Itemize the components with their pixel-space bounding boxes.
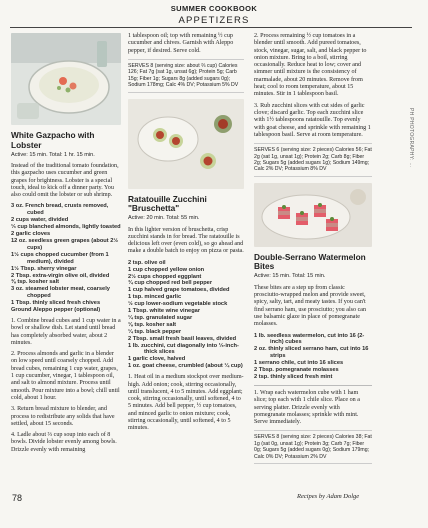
gazpacho-time: Active: 15 min. Total: 1 hr. 15 min.	[11, 151, 95, 158]
section-title: APPETIZERS	[178, 15, 250, 26]
bruschetta-step-3: 3. Rub zucchini slices with cut sides of garlic clove; discard garlic. Top each zucchini slice with 1½ tablespoons ratatouille. Top evenly with goat cheese, and sprinkle with remaining 1 tablespoon basil. Serve at room temperature.	[254, 102, 371, 138]
ingredient: 2 oz. thinly sliced serrano ham, cut into 16 strips	[254, 346, 369, 360]
ingredient: 1 Tbsp. thinly sliced fresh chives	[11, 300, 101, 307]
gazpacho-ingredients	[11, 203, 121, 314]
gazpacho-title: White Gazpacho with Lobster	[11, 130, 95, 150]
ingredient: 2 Tbsp. small fresh basil leaves, divided	[128, 335, 237, 342]
gazpacho-step-4: 4. Ladle about ⅔ cup soup into each of 8 bowls. Divide lobster evenly among bowls. Drizzle evenly with remaining	[11, 432, 117, 453]
ingredient: ⅜ tsp. kosher salt	[11, 279, 60, 286]
column-2	[128, 33, 244, 437]
bruschetta-title: Ratatouille Zucchini "Bruschetta"	[128, 193, 207, 214]
ingredient: 2 tsp. olive oil	[128, 259, 166, 266]
ingredient: 1 oz. goat cheese, crumbled (about ¼ cup)	[128, 363, 243, 370]
ingredient: 1½ cups chopped cucumber (from 1 medium), divided	[11, 251, 109, 265]
cookbook-kicker: SUMMER COOKBOOK	[170, 4, 258, 13]
ingredient: 2 cups water, divided	[11, 217, 69, 224]
ingredient: ½ cup lower-sodium vegetable stock	[128, 301, 228, 308]
bruschetta-photo	[128, 99, 244, 189]
ingredient: 2 Tbsp. extra-virgin olive oil, divided	[11, 272, 110, 279]
watermelon-photo	[254, 183, 372, 247]
gazpacho-step-2: 2. Process almonds and garlic in a blender on low speed until coarsely chopped. Add bread cubes, remaining 1 cup water, grapes, 1 cup cucumber, vinegar, 1 tablespoon oil, and salt to almond mixture. Process until smooth. Pour mixture into a bowl; chill until cold, about 1 hour.	[11, 351, 120, 401]
watermelon-step-1: 1. Wrap each watermelon cube with 1 ham slice; top each with 1 chile slice. Place on a serving platter. Drizzle evenly with pomegranate molasses; sprinkle with mint. Serve immediately.	[254, 389, 360, 426]
margin-note: PH PHOTOGRAPHY: ...	[408, 108, 414, 168]
bruschetta-nutrition: SERVES 6 (serving size: 2 pieces) Calories 56; Fat 2g (sat 1g, unsat 1g); Protein 2g; Carb 8g; Fiber 2g; Sugars 5g (added sugars 1g); Sodium 149mg; Calc 2% DV; Potassium 8% DV	[254, 143, 372, 177]
page-header	[0, 4, 428, 26]
ingredient: 1 serrano chile, cut into 16 slices	[254, 360, 344, 367]
watermelon-nutrition: SERVES 8 (serving size: 2 pieces) Calories 38; Fat 1g (sat 0g, unsat 1g); Protein 3g; Carb 7g; Fiber 0g; Sugars 5g (added sugars 0g); Sodium 179mg; Calc 0% DV; Potassium 2% DV	[254, 430, 372, 464]
ingredient: 1 Tbsp. white wine vinegar	[128, 308, 201, 315]
ingredient: 12 oz. seedless green grapes (about 2½ cups)	[11, 238, 119, 251]
divider	[254, 385, 372, 386]
bruschetta-intro: In this lighter version of bruschetta, crisp zucchini stands in for bread. The ratatouille is delicious left over (even cold), so go ahead and make a double batch to enjoy on pizza or pasta.	[128, 226, 244, 255]
ingredient: 1 cup halved grape tomatoes, divided	[128, 287, 230, 294]
page-number: 78	[12, 493, 23, 503]
watermelon-intro: These bites are a step up from classic prosciutto-wrapped melon and provide sweet, spicy, salty, tart, and meaty tastes. If you can't find serrano ham, use prosciutto; you also can use balsamic glaze in place of pomegranate molasses.	[254, 284, 367, 328]
column-3	[254, 33, 372, 470]
ingredient: 2½ cups chopped eggplant	[128, 273, 202, 280]
gazpacho-intro: Instead of the traditional tomato foundation, this gazpacho uses cucumber and green grapes for brightness. Lobster is a special touch, ideal to kick off a dinner party. You also could omit the lobster or sub shrimp.	[11, 163, 119, 199]
header-rule	[10, 27, 412, 28]
ingredient: ⅛ tsp. kosher salt	[128, 321, 177, 328]
gazpacho-step-1: 1. Combine bread cubes and 1 cup water in a bowl or shallow dish. Let stand until bread has completely absorbed water, about 2 minutes.	[11, 317, 121, 346]
ingredient: 1½ Tbsp. sherry vinegar	[11, 265, 77, 272]
recipe-credit: Recipes by Adam Dolge	[297, 493, 360, 500]
gazpacho-step-3: 3. Return bread mixture to blender, and process to redistribute any solids that have settled, about 15 seconds.	[11, 406, 115, 427]
gazpacho-photo	[11, 33, 121, 125]
ingredient: 1 lb. seedless watermelon, cut into 16 (2-inch) cubes	[254, 332, 365, 346]
ingredient: 2 garlic cloves	[11, 231, 51, 238]
ingredient: 1 cup chopped yellow onion	[128, 266, 205, 273]
watermelon-time: Active: 15 min. Total: 15 min.	[254, 273, 326, 280]
ingredient: ¼ tsp. black pepper	[128, 328, 182, 335]
ingredient: 3 oz. French bread, crusts removed, cubed	[11, 203, 109, 217]
ingredient: 2 Tbsp. pomegranate molasses	[254, 367, 339, 374]
bruschetta-step-1: 1. Heat oil in a medium stockpot over medium-high. Add onion; cook, stirring occasionally, until translucent, 4 to 5 minutes. Add eggplant; cook, stirring occasionally, until softened, 4 to 5 minutes. Add bell pepper, ½ cup tomatoes, and minced garlic to onion mixture; cook, stirring occasionally, until softened, 4 to 5 minutes.	[128, 374, 244, 432]
gazpacho-nutrition: SERVES 8 (serving size: about ⅔ cup) Calories 126; Fat 7g (sat 1g, unsat 6g); Protein 5g; Carb 15g; Fiber 1g; Sugars 8g (added sugars 0g); Sodium 178mg; Calc 4% DV; Potassium 5% DV	[128, 59, 244, 93]
gazpacho-step-4-cont: 1 tablespoon oil; top with remaining ½ cup cucumber and chives. Garnish with Aleppo pepper, if desired. Serve cold.	[128, 33, 234, 54]
column-1	[11, 33, 121, 458]
ingredient: ¼ tsp. granulated sugar	[128, 314, 193, 321]
bruschetta-ingredients	[128, 260, 244, 371]
ingredient: ⅓ cup blanched almonds, lightly toasted	[11, 224, 121, 231]
ingredient: ¾ cup chopped red bell pepper	[128, 280, 213, 287]
ingredient: Ground Aleppo pepper (optional)	[11, 307, 101, 314]
bruschetta-time: Active: 20 min. Total: 55 min.	[128, 215, 200, 222]
bruschetta-step-2: 2. Process remaining ½ cup tomatoes in a blender until smooth. Add pureed tomatoes, stock, vinegar, sugar, salt, and black pepper to onion mixture. Bring to a boil, stirring occasionally. Reduce heat to low; cover and simmer until mixture is the consistency of marmalade, about 20 minutes. Remove from heat; cool to room temperature, about 15 minutes. Stir in 1 tablespoon basil.	[254, 33, 367, 98]
ingredient: 2 tsp. thinly sliced fresh mint	[254, 374, 333, 380]
ingredient: 1 garlic clove, halved	[128, 356, 186, 363]
ingredient: 1 lb. zucchini, cut diagonally into ⅓-inch-thick slices	[128, 342, 239, 356]
watermelon-title: Double-Serrano Watermelon Bites	[254, 252, 366, 272]
watermelon-ingredients	[254, 333, 372, 381]
ingredient: 1 tsp. minced garlic	[128, 294, 182, 301]
ingredient: 3 oz. steamed lobster meat, coarsely chopped	[11, 286, 110, 300]
